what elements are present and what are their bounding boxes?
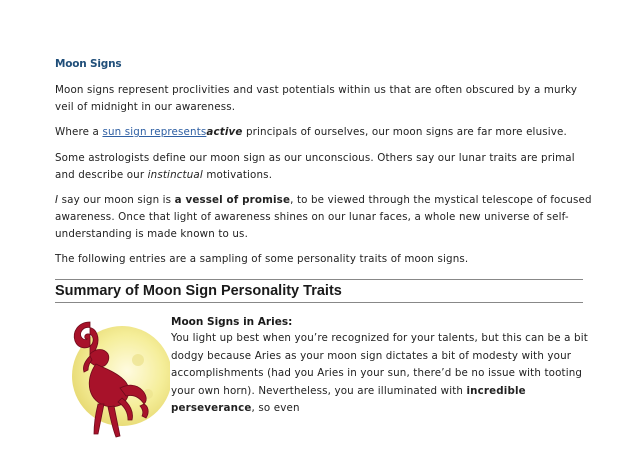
bold-incredible-perseverance: incredible perseverance — [171, 384, 526, 414]
aries-paragraph — [171, 330, 591, 418]
summary-title: Summary of Moon Sign Personality Traits — [55, 283, 342, 299]
emphasis-instinctual: instinctual — [147, 169, 203, 181]
paragraph-text: motivations. — [202, 169, 273, 181]
paragraph-text: Where a — [55, 126, 103, 138]
paragraph-intro: Moon signs represent proclivities and vast potentials within us that are often obscured by a murky veil of midnight in our awareness. — [55, 84, 578, 113]
paragraph-text: say our moon sign is — [58, 194, 175, 206]
emphasis-i: I — [55, 194, 59, 206]
paragraph-text: principals of ourselves, our moon signs are far more elusive. — [242, 126, 567, 138]
paragraph-text: , to be viewed through the mystical telescope of focused awareness. Once that light of awareness shines on our lunar faces, a whole new universe of self-understanding is made known to us. — [55, 194, 592, 240]
paragraph-text: You light up best when you’re recognized for your talents, but this can be a bit dodgy because Aries as your moon sign dictates a bit of modesty with your accomplishments (had you Aries in your sun, there’d be no issue with tooting your own horn). Nevertheless, you are illuminated with — [171, 332, 588, 397]
aries-heading: Moon Signs in Aries: — [171, 316, 293, 328]
paragraph-sun-sign — [55, 124, 595, 141]
emphasis-active: active — [206, 126, 243, 138]
divider-bottom — [55, 302, 583, 303]
sun-sign-link[interactable]: sun sign represents — [102, 126, 207, 138]
section-heading: Moon Signs — [55, 58, 122, 70]
paragraph-vessel — [55, 192, 595, 243]
paragraph-astrologists — [55, 150, 595, 184]
bold-vessel-of-promise: a vessel of promise — [174, 194, 291, 206]
paragraph-text: , so even — [251, 402, 300, 414]
paragraph-text: Some astrologists define our moon sign as our unconscious. Others say our lunar traits are primal and describe our — [55, 152, 575, 181]
aries-moon-image — [60, 308, 170, 444]
paragraph-entries: The following entries are a sampling of some personality traits of moon signs. — [55, 253, 469, 265]
divider-top — [55, 279, 583, 280]
